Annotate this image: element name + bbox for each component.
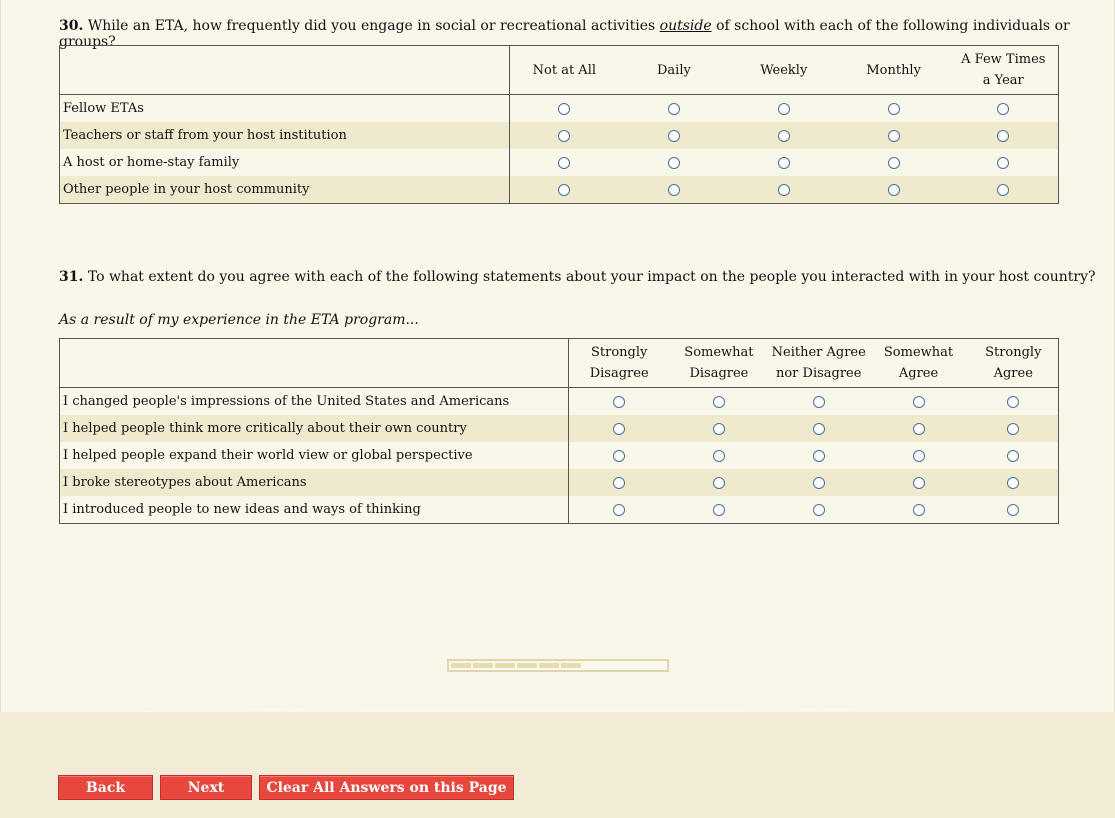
radio-option[interactable] <box>778 184 790 196</box>
next-button[interactable]: Next <box>160 775 252 800</box>
question-31-title: 31. To what extent do you agree with each of the following statements about your impact on the people you interacted with in your host country? <box>59 269 1096 285</box>
progress-segment <box>473 663 493 668</box>
radio-option[interactable] <box>558 103 570 115</box>
radio-option[interactable] <box>713 423 725 435</box>
radio-option[interactable] <box>997 130 1009 142</box>
footer-bar <box>0 712 1115 818</box>
radio-option[interactable] <box>778 130 790 142</box>
progress-segment <box>451 663 471 668</box>
radio-option[interactable] <box>813 396 825 408</box>
progress-segment <box>561 663 581 668</box>
radio-option[interactable] <box>778 103 790 115</box>
radio-option[interactable] <box>913 477 925 489</box>
radio-option[interactable] <box>913 423 925 435</box>
row-label: Fellow ETAs <box>60 95 510 123</box>
radio-option[interactable] <box>997 103 1009 115</box>
radio-option[interactable] <box>997 184 1009 196</box>
progress-segment <box>539 663 559 668</box>
column-header: Strongly Agree <box>969 339 1059 388</box>
table-row <box>60 388 1059 416</box>
question-30-grid <box>59 45 1059 204</box>
radio-option[interactable] <box>713 477 725 489</box>
progress-segment <box>517 663 537 668</box>
question-30-title: 30. While an ETA, how frequently did you engage in social or recreational activities outside of school with each of the following individuals or groups? <box>59 18 1070 50</box>
table-row <box>60 469 1059 496</box>
radio-option[interactable] <box>713 450 725 462</box>
column-header: Daily <box>619 46 729 95</box>
radio-option[interactable] <box>1007 423 1019 435</box>
radio-option[interactable] <box>813 423 825 435</box>
radio-option[interactable] <box>1007 477 1019 489</box>
radio-option[interactable] <box>1007 504 1019 516</box>
radio-option[interactable] <box>997 157 1009 169</box>
radio-option[interactable] <box>668 103 680 115</box>
row-label: I introduced people to new ideas and ways of thinking <box>60 496 569 524</box>
radio-option[interactable] <box>888 130 900 142</box>
radio-option[interactable] <box>668 130 680 142</box>
radio-option[interactable] <box>713 396 725 408</box>
radio-option[interactable] <box>613 396 625 408</box>
radio-option[interactable] <box>913 450 925 462</box>
grid-corner <box>60 339 569 388</box>
table-row <box>60 442 1059 469</box>
radio-option[interactable] <box>888 157 900 169</box>
row-label: A host or home-stay family <box>60 149 510 176</box>
column-header: Somewhat Agree <box>869 339 969 388</box>
column-header: Not at All <box>509 46 619 95</box>
radio-option[interactable] <box>1007 396 1019 408</box>
table-row <box>60 176 1059 204</box>
progress-segment <box>495 663 515 668</box>
back-button[interactable]: Back <box>58 775 153 800</box>
table-row <box>60 149 1059 176</box>
row-label: I changed people's impressions of the United States and Americans <box>60 388 569 416</box>
radio-option[interactable] <box>913 396 925 408</box>
radio-option[interactable] <box>813 477 825 489</box>
column-header: Strongly Disagree <box>569 339 669 388</box>
question-31-grid <box>59 338 1059 524</box>
radio-option[interactable] <box>813 450 825 462</box>
radio-option[interactable] <box>613 477 625 489</box>
table-row <box>60 122 1059 149</box>
row-label: Other people in your host community <box>60 176 510 204</box>
radio-option[interactable] <box>613 504 625 516</box>
radio-option[interactable] <box>713 504 725 516</box>
radio-option[interactable] <box>1007 450 1019 462</box>
row-label: Teachers or staff from your host institution <box>60 122 510 149</box>
column-header: Monthly <box>839 46 949 95</box>
table-row <box>60 415 1059 442</box>
radio-option[interactable] <box>888 184 900 196</box>
radio-option[interactable] <box>778 157 790 169</box>
table-row <box>60 496 1059 524</box>
radio-option[interactable] <box>668 184 680 196</box>
question-31-subtitle: As a result of my experience in the ETA program... <box>59 312 419 328</box>
radio-option[interactable] <box>613 450 625 462</box>
grid-corner <box>60 46 510 95</box>
radio-option[interactable] <box>888 103 900 115</box>
radio-option[interactable] <box>613 423 625 435</box>
radio-option[interactable] <box>558 184 570 196</box>
column-header: Somewhat Disagree <box>669 339 769 388</box>
column-header: A Few Times a Year <box>949 46 1059 95</box>
radio-option[interactable] <box>668 157 680 169</box>
column-header: Neither Agree nor Disagree <box>769 339 869 388</box>
row-label: I helped people expand their world view or global perspective <box>60 442 569 469</box>
row-label: I broke stereotypes about Americans <box>60 469 569 496</box>
radio-option[interactable] <box>813 504 825 516</box>
radio-option[interactable] <box>558 130 570 142</box>
row-label: I helped people think more critically about their own country <box>60 415 569 442</box>
column-header: Weekly <box>729 46 839 95</box>
radio-option[interactable] <box>558 157 570 169</box>
progress-bar <box>447 659 669 672</box>
table-row <box>60 95 1059 123</box>
clear-answers-button[interactable]: Clear All Answers on this Page <box>259 775 514 800</box>
radio-option[interactable] <box>913 504 925 516</box>
